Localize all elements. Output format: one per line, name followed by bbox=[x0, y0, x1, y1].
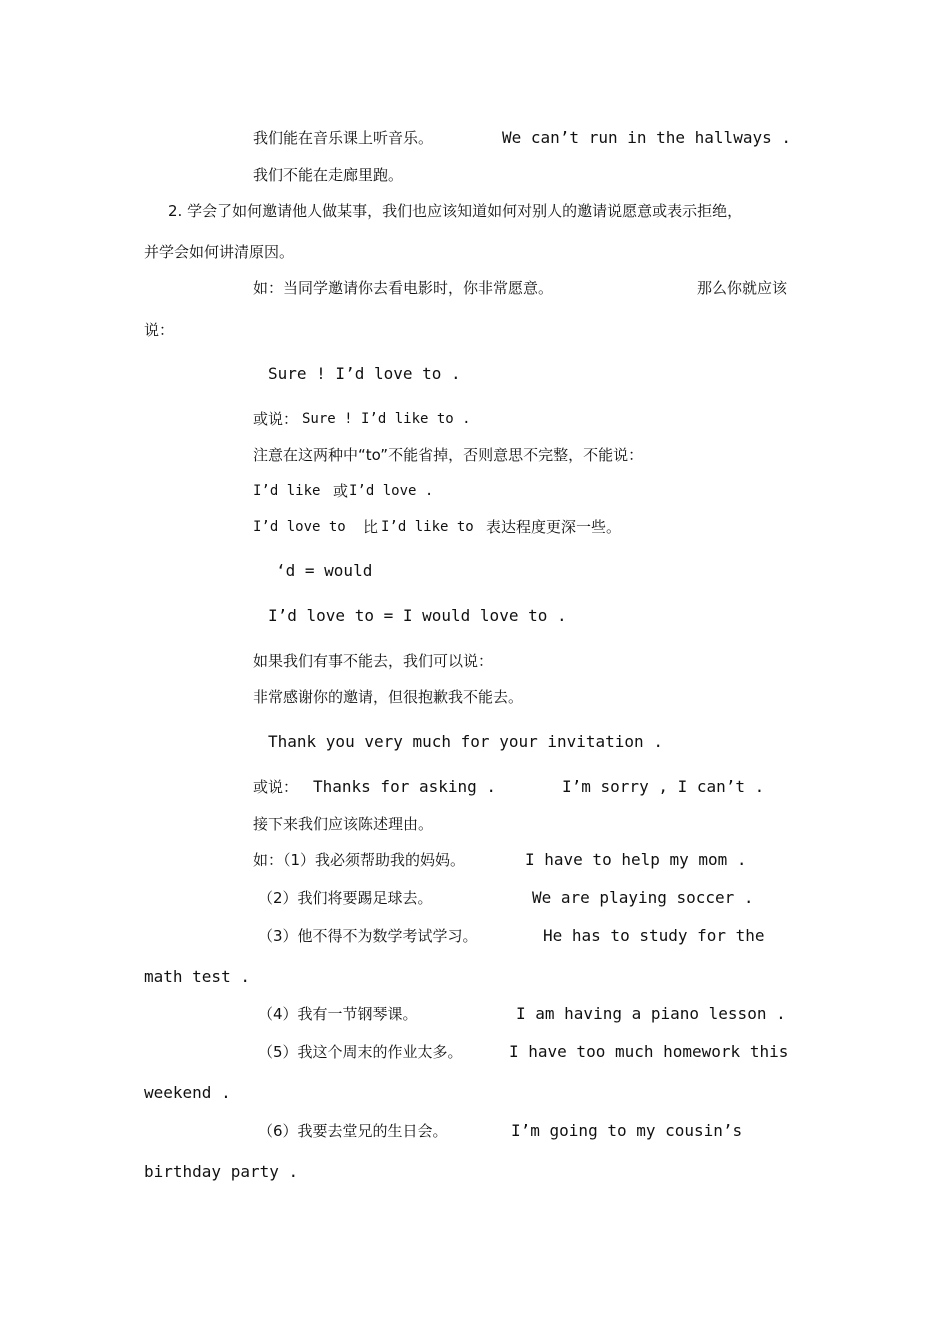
reason-3-en: He has to study for the bbox=[543, 926, 765, 945]
reason-6-en-cont: birthday party . bbox=[144, 1162, 299, 1181]
decline-thanks-asking: Thanks for asking . bbox=[313, 777, 497, 796]
section-2-heading: 2. 学会了如何邀请他人做某事，我们也应该知道如何对别人的邀请说愿意或表示拒绝， bbox=[168, 202, 743, 220]
decline-intro: 如果我们有事不能去，我们可以说： bbox=[253, 652, 494, 670]
compare-than: 比 bbox=[363, 518, 379, 536]
accept-phrase-like: Sure ! I’d like to . bbox=[302, 411, 471, 427]
reason-6-cn: （6）我要去堂兄的生日会。 bbox=[258, 1122, 448, 1140]
alt-label-2: 或说： bbox=[253, 778, 299, 796]
reason-5-en: I have too much homework this bbox=[509, 1042, 789, 1061]
example-cant-en: We can’t run in the hallways . bbox=[502, 128, 791, 147]
wrong-love: I’d love . bbox=[349, 483, 434, 499]
note-to: 注意在这两种中“to”不能省掉，否则意思不完整，不能说： bbox=[253, 446, 644, 464]
d-equals-would: ‘d = would bbox=[276, 561, 373, 580]
reason-2-cn: （2）我们将要踢足球去。 bbox=[258, 889, 433, 907]
decline-cn: 非常感谢你的邀请，但很抱歉我不能去。 bbox=[253, 688, 524, 706]
reason-3-cn: （3）他不得不为数学考试学习。 bbox=[258, 927, 478, 945]
example-cant-cn: 我们不能在走廊里跑。 bbox=[253, 166, 404, 184]
accept-phrase-love: Sure ! I’d love to . bbox=[268, 364, 461, 383]
reason-4-cn: （4）我有一节钢琴课。 bbox=[258, 1005, 418, 1023]
compare-like: I’d like to bbox=[381, 519, 474, 535]
reason-1-en: I have to help my mom . bbox=[525, 850, 747, 869]
example-can-cn: 我们能在音乐课上听音乐。 bbox=[253, 129, 434, 147]
decline-thank-you: Thank you very much for your invitation . bbox=[268, 732, 663, 751]
reason-2-en: We are playing soccer . bbox=[532, 888, 754, 907]
love-equals-would-love: I’d love to = I would love to . bbox=[268, 606, 567, 625]
reason-3-en-cont: math test . bbox=[144, 967, 250, 986]
compare-desc: 表达程度更深一些。 bbox=[486, 518, 622, 536]
section-2-heading-cont: 并学会如何讲清原因。 bbox=[144, 243, 295, 261]
reason-4-en: I am having a piano lesson . bbox=[516, 1004, 786, 1023]
example-intro-cont: 说： bbox=[144, 321, 175, 339]
decline-sorry: I’m sorry , I can’t . bbox=[562, 777, 765, 796]
reason-5-cn: （5）我这个周末的作业太多。 bbox=[258, 1043, 463, 1061]
reasons-intro: 接下来我们应该陈述理由。 bbox=[253, 815, 434, 833]
reason-1-cn: 如：（1）我必须帮助我的妈妈。 bbox=[253, 851, 466, 869]
alt-label: 或说： bbox=[253, 410, 299, 428]
wrong-or: 或 bbox=[333, 482, 349, 500]
wrong-like: I’d like bbox=[253, 483, 321, 499]
example-intro: 如：当同学邀请你去看电影时，你非常愿意。 bbox=[253, 279, 554, 297]
reason-6-en: I’m going to my cousin’s bbox=[511, 1121, 743, 1140]
example-intro-b: 那么你就应该 bbox=[697, 279, 788, 297]
compare-love: I’d love to bbox=[253, 519, 346, 535]
reason-5-en-cont: weekend . bbox=[144, 1083, 231, 1102]
